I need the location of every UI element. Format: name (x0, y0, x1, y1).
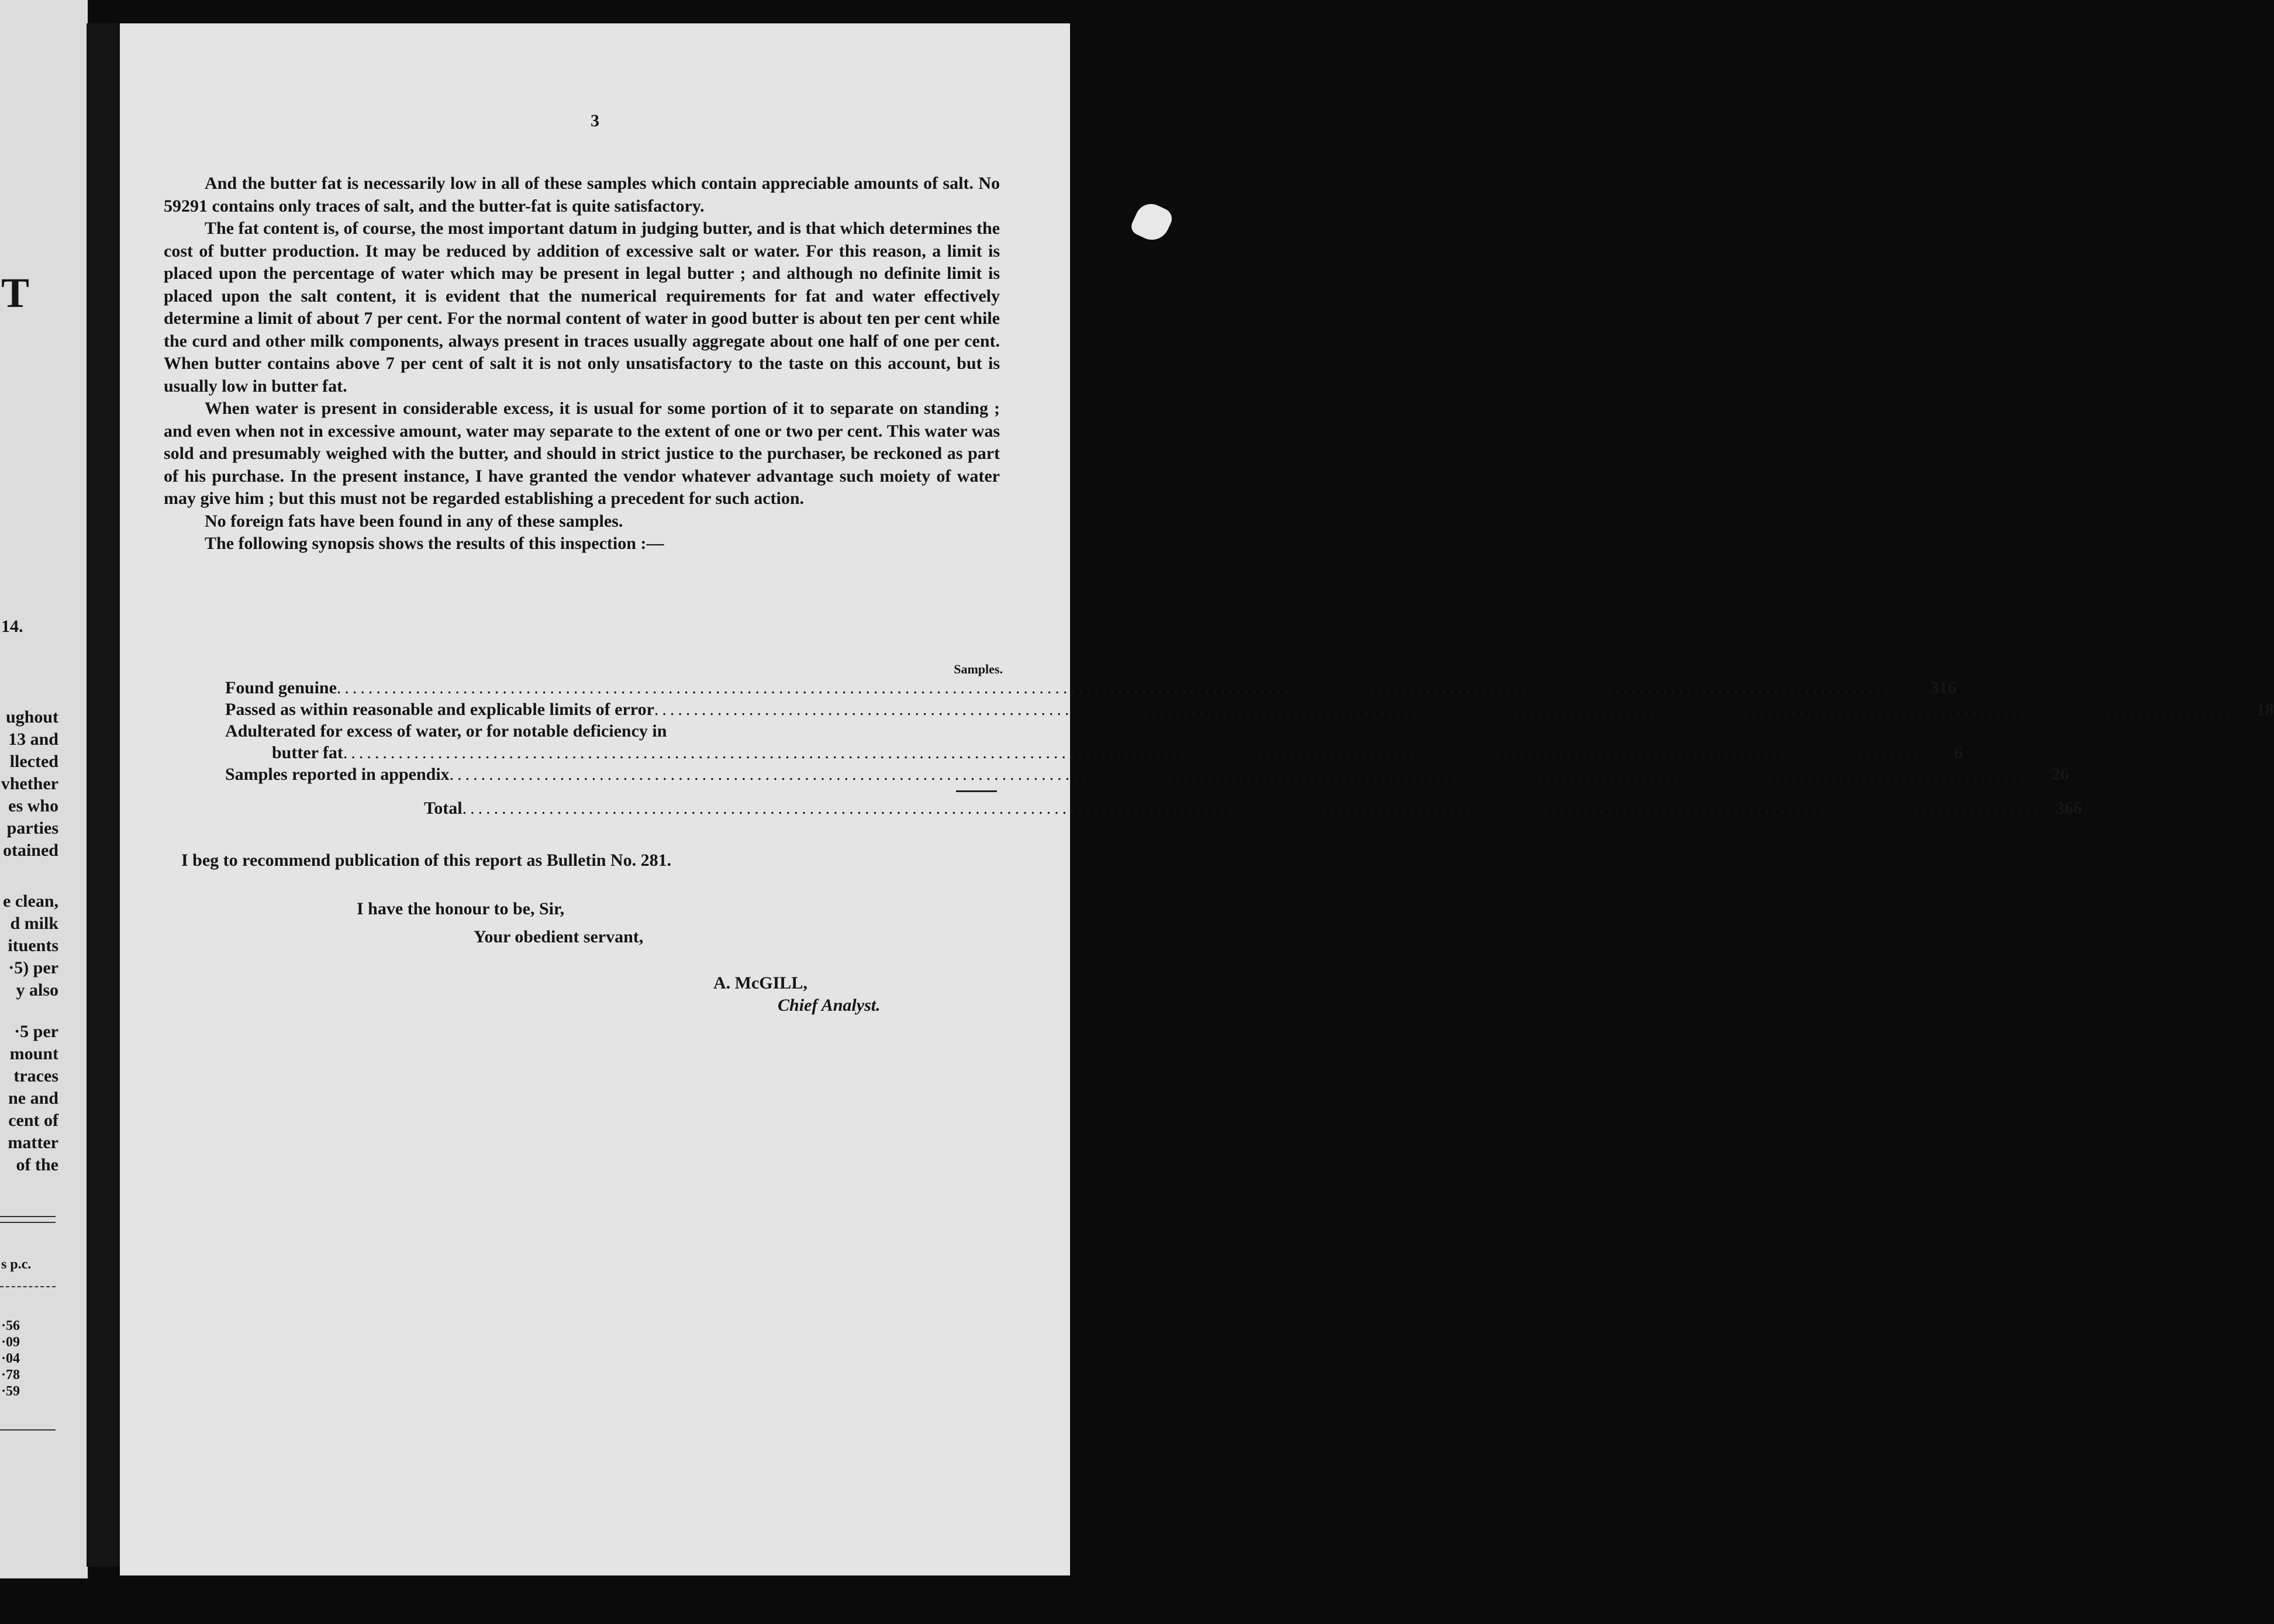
leader-dots: ........................................................................................................................................................................................................ (343, 743, 1922, 762)
leader-dots: ........................................................................................................................................................................................................ (449, 765, 2028, 784)
total-value: 366 (2055, 799, 2082, 818)
paragraph-4: No foreign fats have been found in any of these samples. (205, 511, 623, 531)
recommendation-line: I beg to recommend publication of this report as Bulletin No. 281. (181, 851, 672, 870)
left-value: ·78 (1, 1367, 20, 1383)
left-fragment-text: traces (13, 1066, 58, 1086)
signature-name: A. McGILL, (713, 973, 808, 993)
left-value: ·56 (1, 1318, 20, 1333)
leader-dots: ........................................................................................................................................................................................................ (336, 678, 1916, 697)
left-fragment-text: parties (6, 818, 58, 838)
left-large-letter: T (1, 269, 30, 316)
left-fragment-text: 13 and (8, 730, 58, 749)
synopsis-row-label: Passed as within reasonable and explicable limits of error (225, 700, 654, 719)
page-number: 3 (591, 111, 599, 130)
document-page (120, 23, 2274, 1575)
left-fragment-text: cent of (8, 1111, 58, 1130)
synopsis-row-value (667, 720, 708, 742)
left-fragment-text: ·5) per (8, 958, 58, 977)
synopsis-row-label: butter fat (272, 743, 343, 762)
synopsis-table (225, 662, 2274, 820)
left-double-rule-2 (0, 1222, 56, 1223)
total-label: Total (424, 799, 463, 818)
paragraph-1: And the butter fat is necessarily low in all of these samples which contain appreciable amounts of salt. No 59291 contains only traces of salt, and the butter-fat is quite satisfactory. (164, 174, 1000, 216)
left-fragment-text: ne and (8, 1089, 58, 1108)
left-fragment-text: mount (9, 1044, 58, 1063)
left-fragment-text: e clean, (3, 892, 58, 911)
synopsis-row-label: Found genuine (225, 678, 337, 697)
left-value: ·04 (1, 1351, 20, 1366)
left-fragment-text: y also (16, 980, 58, 1000)
synopsis-row-value: 26 (2051, 765, 2069, 784)
synopsis-row-label: Samples reported in appendix (225, 765, 450, 784)
synopsis-column-header: Samples. (954, 662, 1003, 676)
paper-blemish (1129, 199, 1175, 246)
synopsis-row (225, 699, 2274, 720)
left-fragment-text: vhether (1, 774, 58, 793)
leader-dots: ........................................................................................................................................................................................................ (654, 700, 2233, 719)
paragraph-2: The fat content is, of course, the most important datum in judging butter, and is that which determines the cost of butter production. It may be reduced by addition of excessive salt or water. For this reason, a limit is placed upon the percentage of water which may be present in legal butter ; and although no definite limit is placed upon the salt content, it is evident that the numerical requirements for fat and water effectively determine a limit of about 7 per cent. For the normal content of water in good butter is about ten per cent while the curd and other milk components, always present in traces usually aggregate about one half of one per cent. When butter contains above 7 per cent of salt it is not only unsatisfactory to the taste on this account, but is usually low in butter fat. (164, 219, 1000, 396)
left-fragment-text: llected (9, 752, 58, 771)
left-fragment-text: ituents (8, 936, 58, 955)
sum-rule (956, 790, 997, 792)
left-page-fragment (0, 0, 88, 1578)
left-fragment-text: ·5 per (14, 1022, 58, 1041)
synopsis-row-label: Adulterated for excess of water, or for notable deficiency in (225, 721, 667, 741)
paragraph-3: When water is present in considerable excess, it is usual for some portion of it to separate on standing ; and even when not in excessive amount, water may separate to the extent of one or two per cent. This water was sold and presumably weighed with the butter, and should in strict justice to the purchaser, be reckoned as part of his purchase. In the present instance, I have granted the vendor whatever advantage such moiety of water may give him ; but this must not be regarded establishing a precedent for such action. (164, 399, 1000, 508)
synopsis-row (225, 742, 1963, 763)
closing-line-1: I have the honour to be, Sir, (357, 899, 565, 918)
scan-bottom-border (0, 1581, 1209, 1624)
synopsis-row (225, 763, 2069, 785)
closing-line-2: Your obedient servant, (474, 927, 644, 946)
left-fragment-text: es who (8, 796, 58, 816)
left-fragment-text: ughout (5, 707, 58, 727)
left-fragment-text: matter (8, 1133, 58, 1152)
signature-title: Chief Analyst. (778, 996, 881, 1015)
left-unit-label: s p.c. (1, 1257, 32, 1272)
left-fragment-text: d milk (10, 914, 58, 933)
left-rule-mid (0, 1286, 56, 1287)
left-number: 14. (1, 617, 23, 636)
left-fragment-text: of the (16, 1155, 58, 1174)
left-fragment-text: otained (2, 841, 58, 860)
left-double-rule (0, 1216, 56, 1217)
synopsis-total-row (225, 797, 2082, 820)
synopsis-row (225, 677, 1956, 699)
synopsis-row-value: 18 (2256, 700, 2274, 719)
left-value: ·09 (1, 1335, 20, 1350)
synopsis-row-value: 6 (1954, 743, 1963, 762)
synopsis-row (225, 720, 997, 742)
left-rule-bottom (0, 1429, 56, 1430)
body-text (164, 172, 1000, 555)
left-value: ·59 (1, 1384, 20, 1399)
book-spine-shadow (87, 23, 122, 1567)
synopsis-row-value: 316 (1930, 678, 1956, 697)
paragraph-5: The following synopsis shows the results of this inspection :— (205, 534, 664, 553)
leader-dots: ........................................................................................................................................................................................................ (462, 799, 2041, 818)
